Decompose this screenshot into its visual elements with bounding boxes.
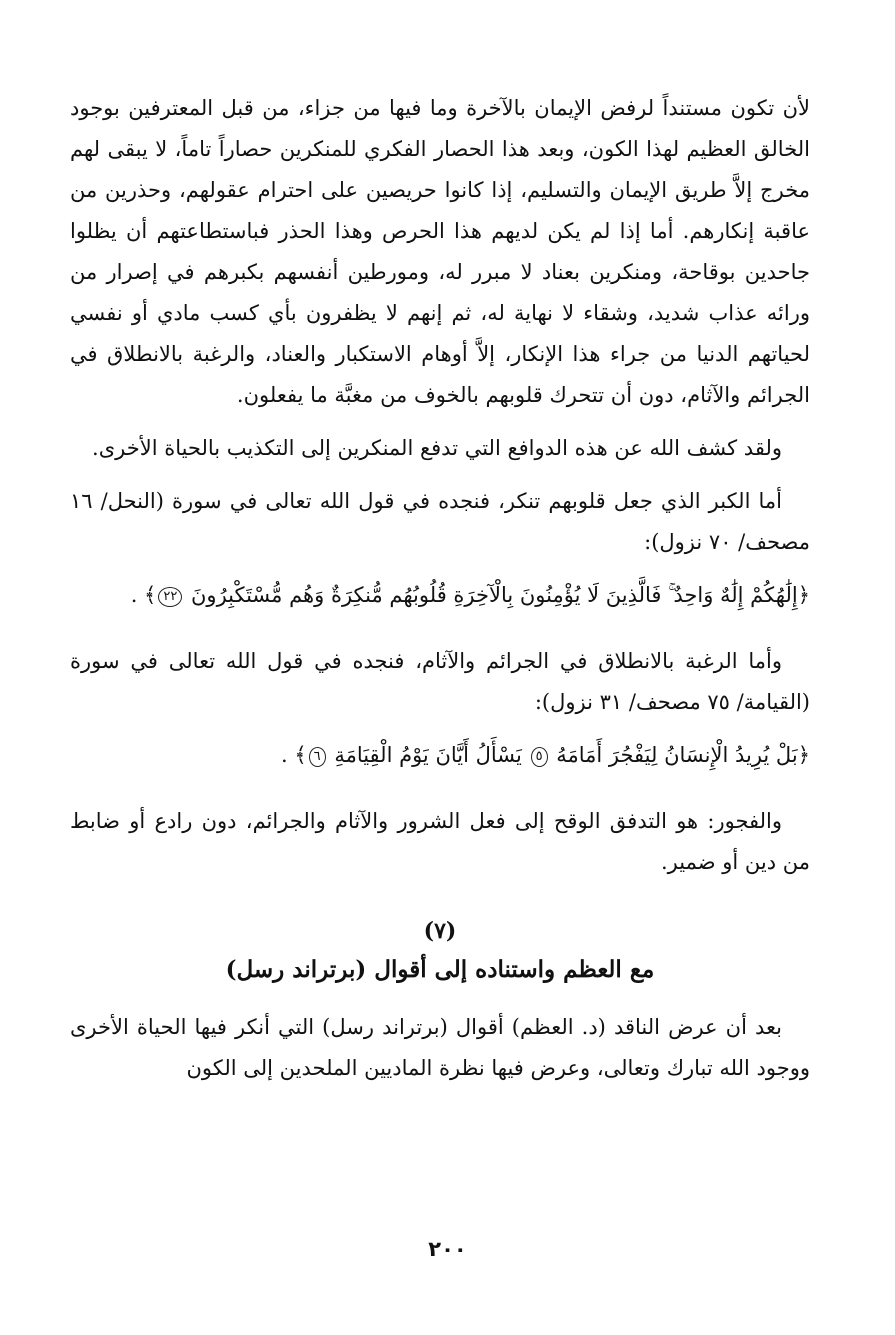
ornate-bracket-close: ﴾ . (280, 743, 307, 767)
section-number: (٧) (423, 918, 457, 944)
page-number: ٢٠٠ (428, 1237, 467, 1261)
ayah-number: ٢٢ (158, 587, 182, 607)
paragraph-6: بعد أن عرض الناقد (د. العظم) أقوال (برتراند رسل) التي أنكر فيها الحياة الأخرى ووجود الله تبارك وتعالى، وعرض فيها نظرة الماديين الملحدين إلى الكون (70, 1015, 810, 1080)
verse-text-b: يَسْأَلُ أَيَّانَ يَوْمُ الْقِيَامَةِ (334, 743, 522, 767)
ornate-bracket-open: ﴿ (797, 583, 810, 607)
section-title: مع العظم واستناده إلى أقوال (برتراند رسل) (225, 956, 655, 983)
paragraph-1: لأن تكون مستنداً لرفض الإيمان بالآخرة وما فيها من جزاء، من قبل المعترفين بوجود الخالق العظيم لهذا الكون، وبعد هذا الحصار الفكري للمنكرين حصاراً تاماً، لا يبقى لهم مخرج إلاَّ طريق الإيمان والتسليم، إذا كانوا حريصين على احترام عقولهم، وحذرين من عاقبة إنكارهم. أما إذا لم يكن لديهم هذا الحرص وهذا الحذر فباستطاعتهم أن يظلوا جاحدين بوقاحة، ومنكرين بعناد لا مبرر له، ومورطين أنفسهم بكبرهم في إصرار من ورائه عذاب شديد، وشقاء لا نهاية له، ثم إنهم لا يظفرون بأي كسب مادي أو نفسي لحياتهم الدنيا من جراء هذا الإنكار، إلاَّ أوهام الاستكبار والعناد، والرغبة بالانطلاق في الجرائم والآثام، دون أن تتحرك قلوبهم بالخوف من مغبَّة ما يفعلون. (70, 96, 810, 407)
quran-verse-qiyamah (70, 735, 810, 775)
paragraph-5: والفجور: هو التدفق الوقح إلى فعل الشرور والآثام والجرائم، دون رادع أو ضابط من دين أو ضمير. (70, 809, 810, 874)
paragraph-4: وأما الرغبة بالانطلاق في الجرائم والآثام، فنجده في قول الله تعالى في سورة (القيامة/ ٧٥ مصحف/ ٣١ نزول): (70, 649, 810, 714)
ayah-number: ٥ (531, 747, 548, 767)
ornate-bracket-close: ﴾ . (130, 583, 157, 607)
verse-text-a: بَلْ يُرِيدُ الْإِنسَانُ لِيَفْجُرَ أَمَامَهُ (556, 743, 798, 767)
ornate-bracket-open: ﴿ (797, 743, 810, 767)
paragraph-2: ولقد كشف الله عن هذه الدوافع التي تدفع المنكرين إلى التكذيب بالحياة الأخرى. (92, 436, 782, 460)
verse-text: إِلَٰهُكُمْ إِلَٰهٌ وَاحِدٌ ۚ فَالَّذِينَ لَا يُؤْمِنُونَ بِالْآخِرَةِ قُلُوبُهُم مُّنكِرَةٌ وَهُم مُّسْتَكْبِرُونَ (191, 583, 798, 607)
ayah-number: ٦ (309, 747, 326, 767)
page-body (70, 88, 810, 1101)
paragraph-3: أما الكبر الذي جعل قلوبهم تنكر، فنجده في قول الله تعالى في سورة (النحل/ ١٦ مصحف/ ٧٠ نزول): (70, 489, 810, 554)
quran-verse-nahl (70, 575, 810, 615)
